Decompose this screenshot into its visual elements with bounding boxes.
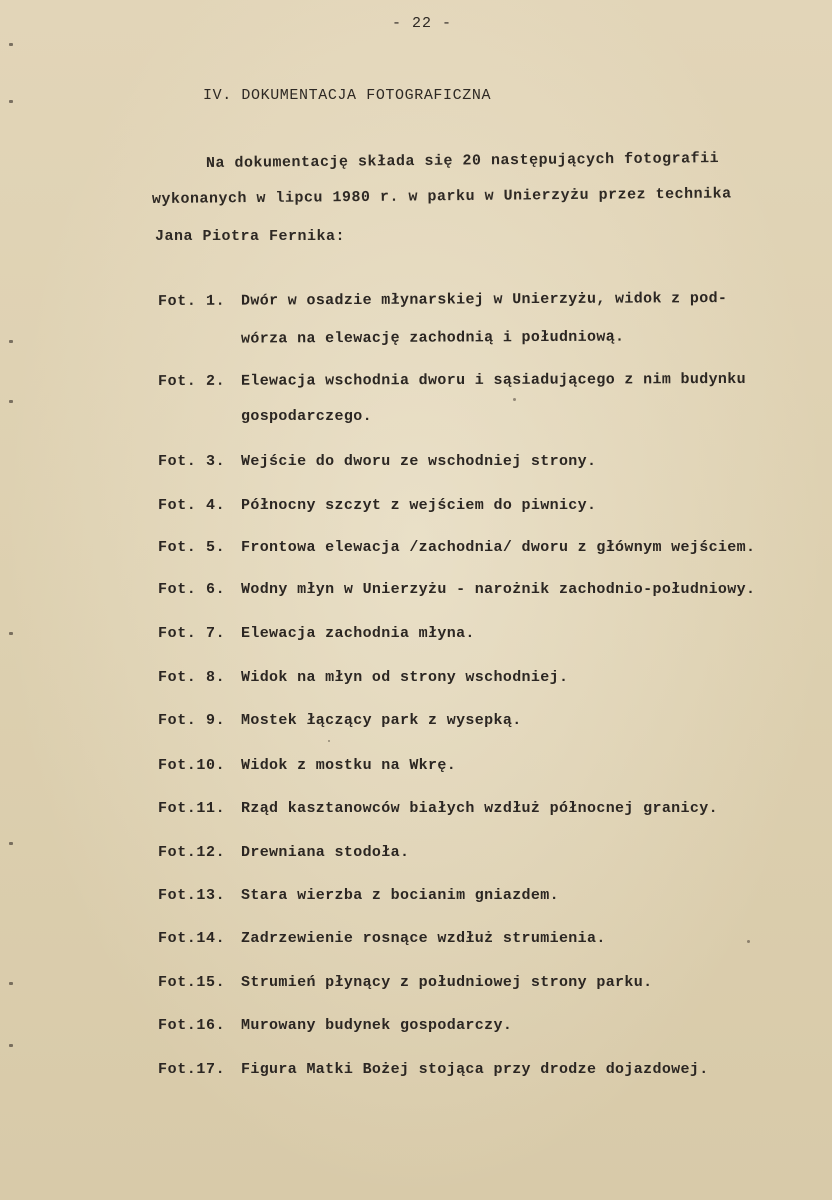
photo-entry <box>0 453 832 473</box>
photo-entry <box>0 844 832 864</box>
photo-number: Fot. 3. <box>158 453 226 470</box>
photo-number: Fot. 8. <box>158 669 226 686</box>
photo-entry <box>0 289 832 313</box>
photo-number: Fot. 7. <box>158 625 226 642</box>
photo-description: Wodny młyn w Unierzyżu - narożnik zachodnio-południowy. <box>241 581 756 598</box>
photo-number: Fot. 6. <box>158 581 226 598</box>
photo-description: Północny szczyt z wejściem do piwnicy. <box>241 497 597 514</box>
photo-description: Elewacja wschodnia dworu i sąsiadującego z nim budynku <box>240 370 747 390</box>
photo-entry <box>0 669 832 689</box>
photo-number: Fot.12. <box>158 844 226 861</box>
photo-description: Strumień płynący z południowej strony parku. <box>241 974 653 991</box>
photo-description: Rząd kasztanowców białych wzdłuż północnej granicy. <box>241 800 718 817</box>
photo-description-line: gospodarczego. <box>241 408 372 425</box>
photo-description: Widok na młyn od strony wschodniej. <box>241 669 569 686</box>
photo-description-line: wórza na elewację zachodnią i południową. <box>240 328 625 348</box>
photo-entry <box>0 887 832 907</box>
binding-mark <box>9 340 13 343</box>
binding-mark <box>9 842 13 845</box>
photo-entry <box>0 757 832 777</box>
photo-description-continuation <box>0 327 832 351</box>
binding-mark <box>9 400 13 403</box>
intro-line-1: Na dokumentację składa się 20 następujących fotografii <box>205 150 720 172</box>
photo-description: Elewacja zachodnia młyna. <box>241 625 475 642</box>
binding-mark <box>9 100 13 103</box>
photo-number: Fot. 9. <box>158 712 226 729</box>
binding-mark <box>9 632 13 635</box>
photo-number: Fot.16. <box>158 1017 226 1034</box>
binding-mark <box>9 1044 13 1047</box>
photo-description: Zadrzewienie rosnące wzdłuż strumienia. <box>241 930 606 947</box>
photo-description: Widok z mostku na Wkrę. <box>241 757 457 774</box>
photo-number: Fot. 1. <box>157 292 226 311</box>
photo-description-continuation <box>0 408 832 428</box>
photo-number: Fot.15. <box>158 974 226 991</box>
binding-mark <box>9 982 13 985</box>
page-number: - 22 - <box>392 15 453 32</box>
photo-number: Fot. 2. <box>157 372 226 391</box>
photo-description: Murowany budynek gospodarczy. <box>241 1017 513 1034</box>
paper-speck <box>747 940 750 943</box>
section-heading: IV. DOKUMENTACJA FOTOGRAFICZNA <box>203 87 492 104</box>
intro-line-2: wykonanych w lipcu 1980 r. w parku w Unierzyżu przez technika <box>151 185 732 208</box>
photo-entry <box>0 1061 832 1081</box>
photo-entry <box>0 712 832 732</box>
binding-mark <box>9 43 13 46</box>
photo-number: Fot. 4. <box>158 497 226 514</box>
photo-description: Mostek łączący park z wysepką. <box>241 712 522 729</box>
photo-number: Fot.11. <box>158 800 226 817</box>
photo-entry <box>0 371 832 394</box>
photo-entry <box>0 930 832 950</box>
photo-entry <box>0 625 832 645</box>
photo-number: Fot.13. <box>158 887 226 904</box>
photo-description: Stara wierzba z bocianim gniazdem. <box>241 887 559 904</box>
photo-number: Fot.14. <box>158 930 226 947</box>
photo-description: Drewniana stodoła. <box>241 844 410 861</box>
photo-entry <box>0 974 832 994</box>
photo-entry <box>0 497 832 517</box>
photo-description: Wejście do dworu ze wschodniej strony. <box>241 453 597 470</box>
paper-speck <box>513 398 516 401</box>
photo-description: Figura Matki Bożej stojąca przy drodze dojazdowej. <box>241 1061 709 1078</box>
photo-number: Fot.10. <box>158 757 226 774</box>
photo-entry <box>0 539 832 559</box>
photo-entry <box>0 800 832 820</box>
photo-number: Fot.17. <box>158 1061 226 1078</box>
photo-entry <box>0 581 832 601</box>
paper-speck <box>328 740 330 742</box>
photo-description: Frontowa elewacja /zachodnia/ dworu z głównym wejściem. <box>241 539 756 556</box>
photo-entry <box>0 1017 832 1037</box>
photo-description: Dwór w osadzie młynarskiej w Unierzyżu, widok z pod- <box>240 290 728 310</box>
photo-number: Fot. 5. <box>158 539 226 556</box>
intro-line-3: Jana Piotra Fernika: <box>155 228 346 245</box>
